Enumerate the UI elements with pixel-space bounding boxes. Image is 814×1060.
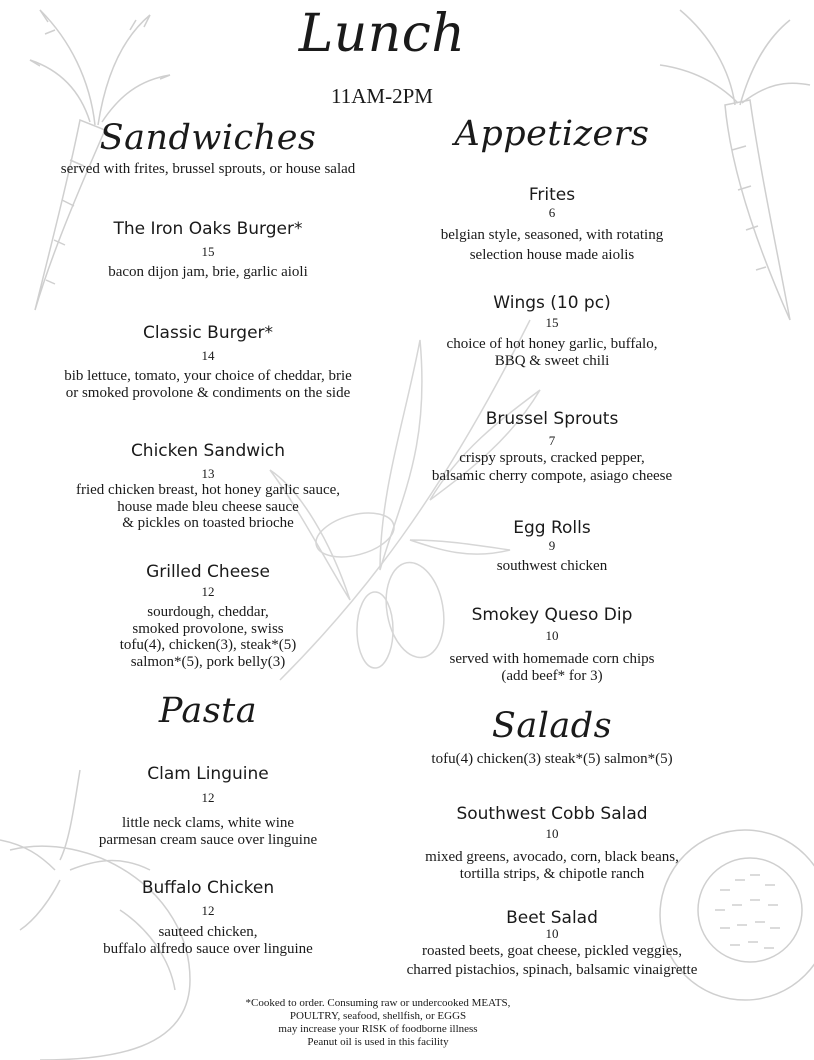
menu-item-buffalo-chicken [8,878,408,957]
item-name: Smokey Queso Dip [471,605,633,625]
item-price: 12 [201,903,215,918]
item-desc: southwest chicken [496,558,608,574]
menu-item-wings [352,293,752,369]
item-price: 12 [201,584,215,599]
item-name: Wings (10 pc) [493,293,611,313]
item-desc: fried chicken breast, hot honey garlic sauce, house made bleu cheese sauce & pickles on toasted brioche [75,482,341,531]
item-name: Buffalo Chicken [141,878,275,898]
item-name: Brussel Sprouts [485,409,619,429]
item-name: Beet Salad [506,908,598,928]
item-desc: sauteed chicken, buffalo alfredo sauce over linguine [103,924,313,957]
menu-item-frites [352,185,752,265]
item-desc: bib lettuce, tomato, your choice of cheddar, brie or smoked provolone & condiments on the side [64,368,352,401]
menu-item-brussel-sprouts [352,409,752,485]
section-heading-pasta: Pasta [158,691,258,731]
menu-title: Lunch [298,4,466,64]
item-desc: served with homemade corn chips (add beef* for 3) [449,651,655,684]
salads-note: tofu(4) chicken(3) steak*(5) salmon*(5) [431,751,673,767]
item-name: The Iron Oaks Burger* [113,219,303,239]
item-price: 10 [545,826,559,841]
menu-item-southwest-cobb-salad [352,804,752,882]
item-desc: bacon dijon jam, brie, garlic aioli [108,264,308,280]
section-heading-appetizers: Appetizers [454,114,650,154]
item-desc: roasted beets, goat cheese, pickled veggies, charred pistachios, spinach, balsamic vinaigrette [406,943,698,978]
allergen-footnote: *Cooked to order. Consuming raw or undercooked MEATS, POULTRY, seafood, shellfish, or EGGS may increase your RISK of foodborne illness Peanut oil is used in this facility [245,997,511,1048]
item-name: Frites [528,185,576,205]
menu-item-classic-burger [8,323,408,401]
section-heading-salads: Salads [491,706,613,746]
item-desc: mixed greens, avocado, corn, black beans, tortilla strips, & chipotle ranch [425,849,679,882]
item-desc: little neck clams, white wine parmesan cream sauce over linguine [98,815,318,848]
item-name: Chicken Sandwich [130,441,286,461]
item-price: 6 [548,205,556,220]
item-desc: crispy sprouts, cracked pepper, balsamic cherry compote, asiago cheese [431,450,673,484]
item-name: Classic Burger* [142,323,274,343]
item-desc: belgian style, seasoned, with rotating selection house made aiolis [440,227,664,263]
menu-item-grilled-cheese [8,562,408,670]
menu-item-egg-rolls [352,518,752,575]
item-price: 15 [545,315,559,330]
sandwiches-note: served with frites, brussel sprouts, or house salad [60,161,356,177]
item-price: 13 [201,466,215,481]
item-name: Clam Linguine [147,764,269,784]
menu-item-beet-salad [352,908,752,980]
item-name: Egg Rolls [513,518,591,538]
item-price: 10 [545,926,559,941]
menu-item-chicken-sandwich [8,441,408,532]
menu-hours: 11AM-2PM [331,84,433,108]
item-desc: choice of hot honey garlic, buffalo, BBQ & sweet chili [446,336,658,369]
item-name: Grilled Cheese [146,562,270,582]
item-name: Southwest Cobb Salad [456,804,648,824]
menu-item-iron-oaks-burger [8,219,408,281]
item-price: 10 [545,628,559,643]
menu-item-smokey-queso-dip [352,605,752,684]
section-heading-sandwiches: Sandwiches [99,118,317,158]
item-price: 14 [201,348,215,363]
menu-item-clam-linguine [8,764,408,848]
item-price: 7 [548,433,556,448]
item-desc: sourdough, cheddar, smoked provolone, swiss tofu(4), chicken(3), steak*(5) salmon*(5), pork belly(3) [119,604,297,670]
item-price: 12 [201,790,215,805]
item-price: 15 [201,244,215,259]
item-price: 9 [548,538,556,553]
